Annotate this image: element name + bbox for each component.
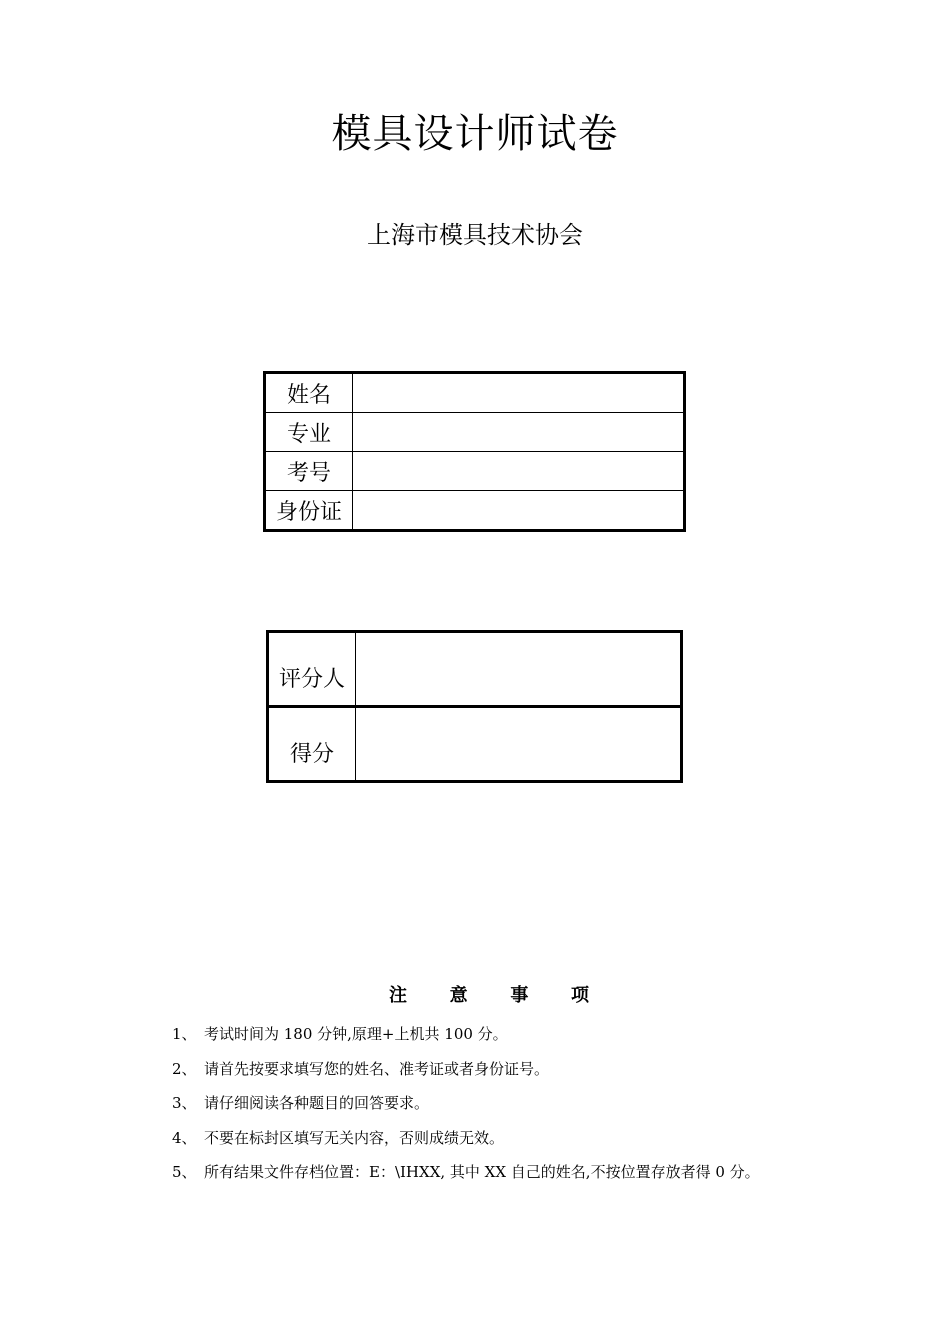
notes-heading-char: 意: [449, 985, 468, 1006]
notes-heading-char: 项: [570, 985, 589, 1006]
note-text: 请仔细阅读各种题目的回答要求。: [204, 1094, 430, 1112]
list-item: [172, 1126, 892, 1161]
table-row: [268, 632, 682, 707]
note-text: 请首先按要求填写您的姓名、准考证或者身份证号。: [204, 1059, 550, 1078]
document-title: 模具设计师试卷: [331, 111, 619, 157]
name-label: 姓名: [265, 373, 353, 413]
major-field[interactable]: [353, 413, 685, 452]
score-field[interactable]: [356, 707, 682, 782]
note-number: 4、: [172, 1128, 197, 1147]
note-number: 3、: [172, 1094, 197, 1112]
grader-field[interactable]: [356, 632, 682, 707]
note-number: 1、: [172, 1025, 197, 1043]
document-subtitle: 上海市模具技术协会: [367, 221, 583, 249]
score-label: 得分: [268, 707, 356, 782]
notes-heading-char: 注: [389, 985, 407, 1006]
table-row: [265, 452, 685, 491]
note-number: 5、: [172, 1163, 197, 1181]
list-item: [172, 1022, 892, 1057]
candidate-info-table: [263, 371, 686, 532]
list-item: [172, 1091, 892, 1126]
name-field[interactable]: [353, 373, 685, 413]
exam-number-field[interactable]: [353, 452, 685, 491]
notes-list: [172, 1022, 892, 1195]
list-item: [172, 1057, 892, 1092]
note-number: 2、: [172, 1059, 197, 1078]
exam-number-label: 考号: [265, 452, 353, 491]
notes-heading-char: 事: [510, 985, 529, 1006]
grader-label: 评分人: [268, 632, 356, 707]
table-row: [268, 707, 682, 782]
id-card-field[interactable]: [353, 491, 685, 531]
list-item: [172, 1160, 892, 1195]
notes-heading: [389, 983, 589, 1009]
major-label: 专业: [265, 413, 353, 452]
note-text: 考试时间为 180 分钟,原理+上机共 100 分。: [204, 1025, 508, 1043]
table-row: [265, 373, 685, 413]
table-row: [265, 413, 685, 452]
score-table: [266, 630, 683, 783]
note-text: 所有结果文件存档位置：E：\IHXX, 其中 XX 自己的姓名,不按位置存放者得 0 分。: [204, 1163, 760, 1181]
table-row: [265, 491, 685, 531]
note-text: 不要在标封区填写无关内容，否则成绩无效。: [204, 1128, 505, 1147]
id-card-label: 身份证: [265, 491, 353, 531]
